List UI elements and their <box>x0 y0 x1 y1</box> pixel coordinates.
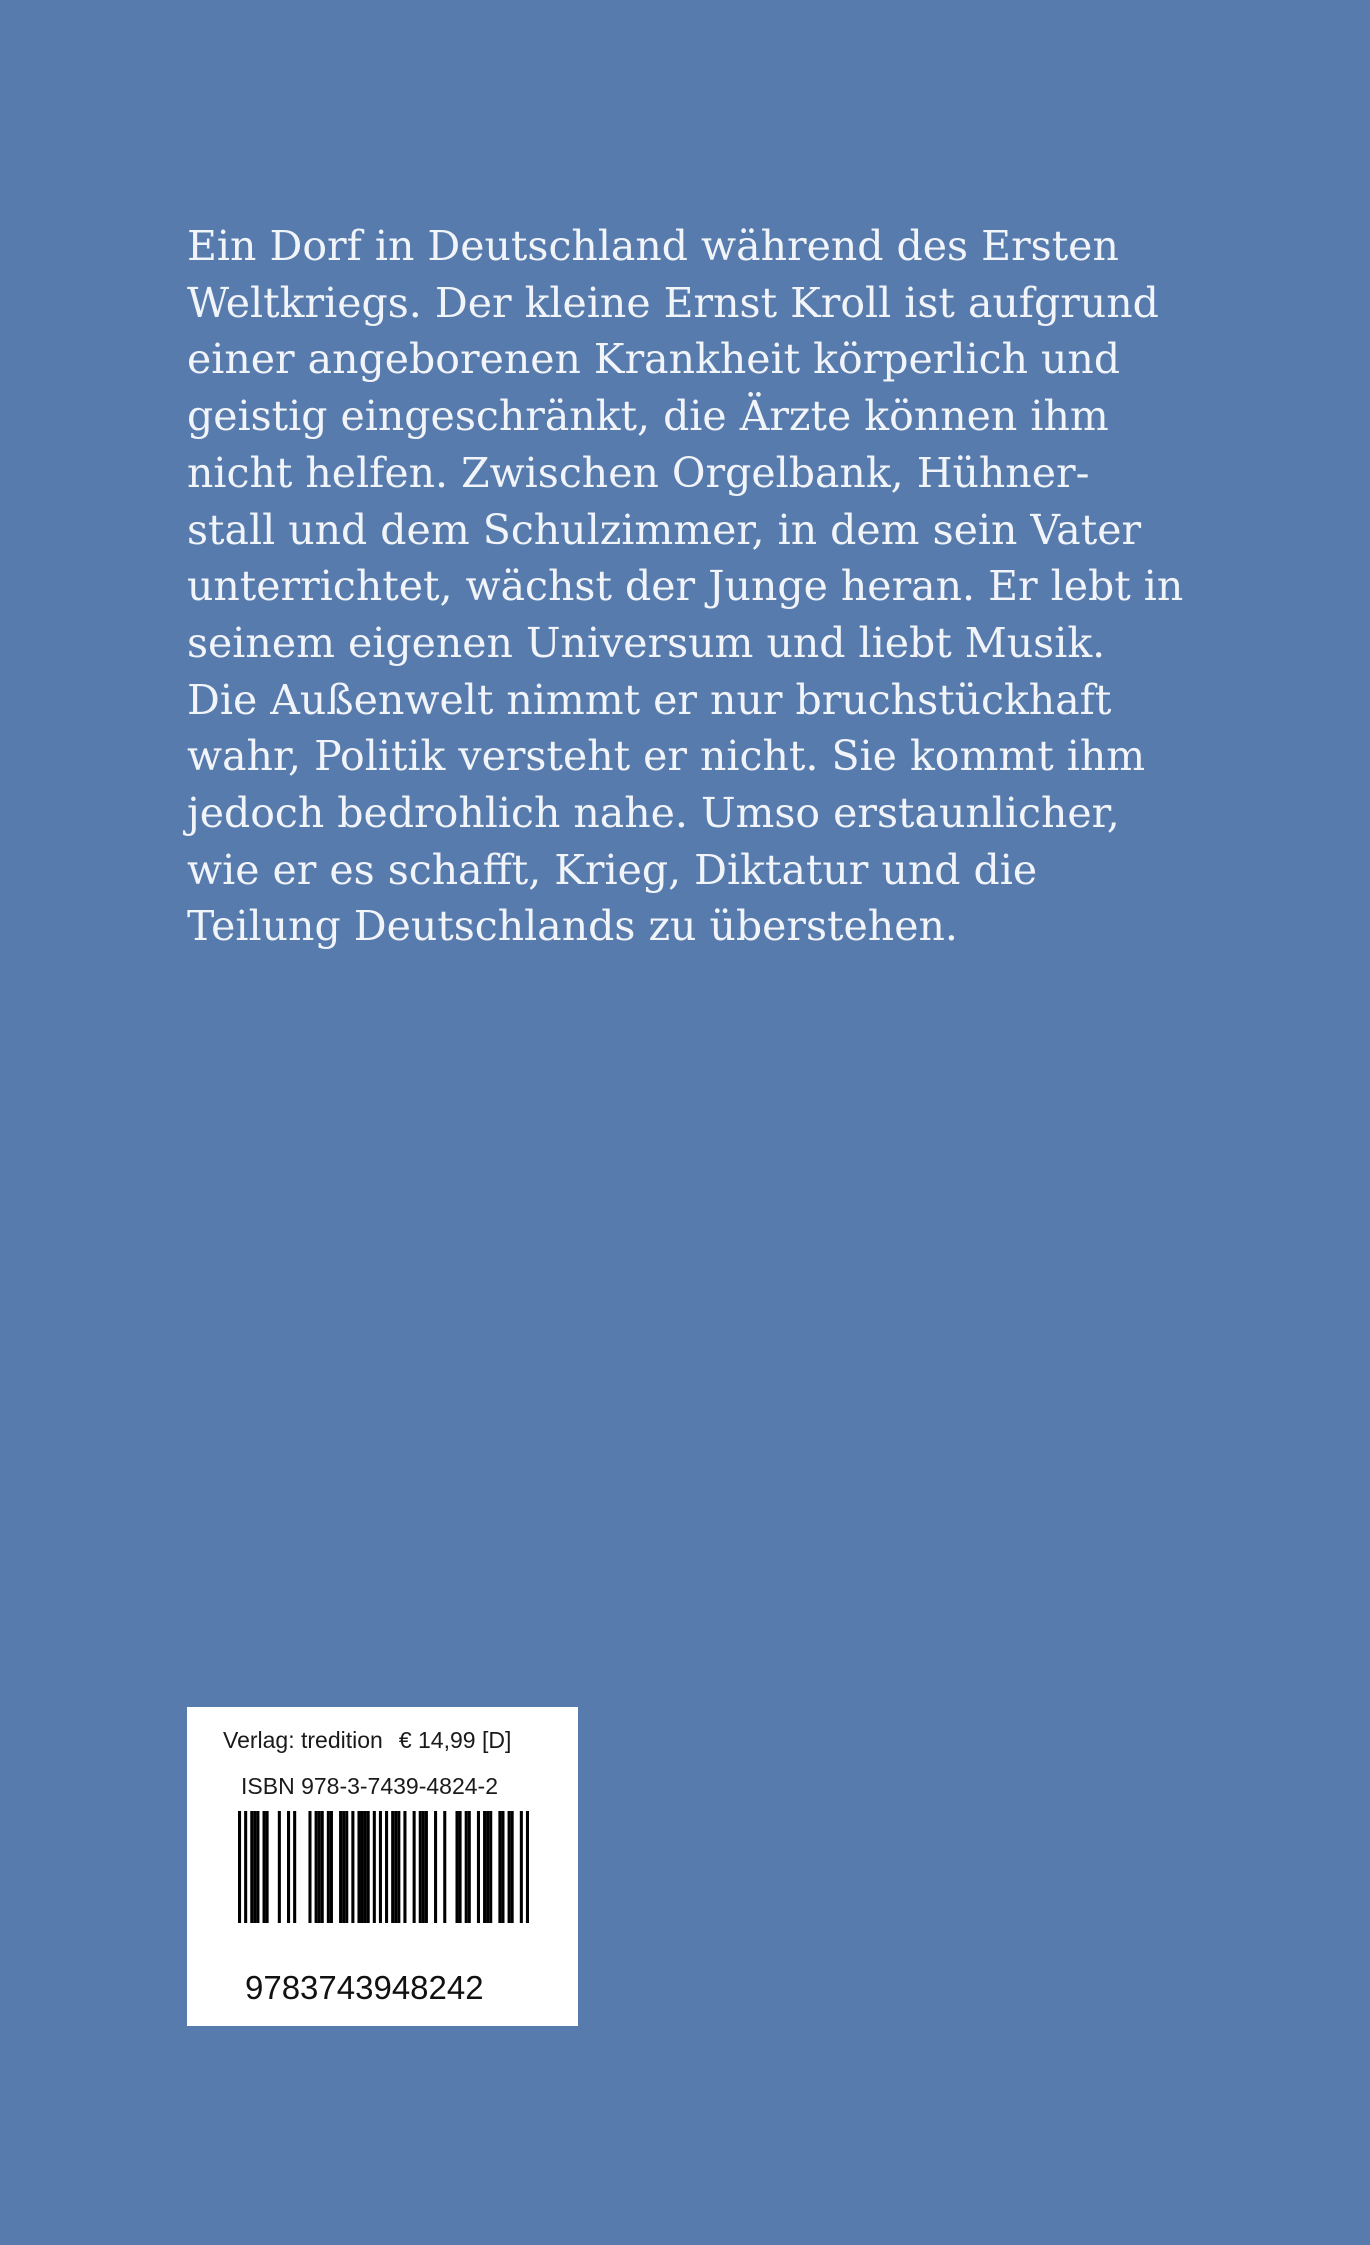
barcode-bar <box>385 1811 388 1923</box>
blurb-line: geistig eingeschränkt, die Ärzte können ihm <box>187 392 1109 441</box>
barcode-bar <box>315 1811 318 1923</box>
barcode-bar <box>318 1811 321 1923</box>
ean-number: 9783743948242 <box>245 1969 484 2006</box>
blurb-text <box>187 218 1184 955</box>
barcode-bar <box>419 1811 422 1923</box>
barcode-bar <box>397 1811 400 1923</box>
barcode-bar <box>367 1811 370 1923</box>
barcode-bar <box>425 1811 428 1923</box>
barcode-bar <box>361 1811 364 1923</box>
blurb-line: jedoch bedrohlich nahe. Umso erstaunlicher, <box>187 789 1120 838</box>
barcode-bar <box>465 1811 468 1923</box>
blurb-line: nicht helfen. Zwischen Orgelbank, Hühner- <box>187 448 1090 497</box>
barcode-bar <box>308 1811 311 1923</box>
barcode-bar <box>345 1811 348 1923</box>
barcode-bar <box>434 1811 437 1923</box>
publisher-text: Verlag: tredition <box>223 1727 383 1753</box>
blurb-line: unterrichtet, wächst der Junge heran. Er lebt in <box>187 562 1184 611</box>
barcode-bar <box>501 1811 504 1923</box>
blurb-line: Die Außenwelt nimmt er nur bruchstückhaft <box>187 675 1112 724</box>
barcode-bar <box>459 1811 462 1923</box>
barcode-bar <box>293 1811 296 1923</box>
barcode-bar <box>327 1811 330 1923</box>
barcode-bar <box>489 1811 492 1923</box>
barcode-bar <box>351 1811 354 1923</box>
barcode-bar <box>266 1811 269 1923</box>
barcode-bar <box>379 1811 382 1923</box>
barcode-bar <box>250 1811 253 1923</box>
barcode-bar <box>357 1811 360 1923</box>
barcode-bar <box>256 1811 259 1923</box>
blurb-line: wie er es schafft, Krieg, Diktatur und die <box>187 845 1038 894</box>
barcode-bar <box>373 1811 376 1923</box>
barcode-bar <box>511 1811 514 1923</box>
barcode-label <box>187 1707 578 2026</box>
barcode-bar <box>263 1811 266 1923</box>
barcode-bar <box>278 1811 281 1923</box>
blurb-line: stall und dem Schulzimmer, in dem sein Vater <box>187 505 1142 554</box>
barcode-graphic <box>238 1811 529 1923</box>
blurb-line: Weltkriegs. Der kleine Ernst Kroll ist aufgrund <box>187 278 1159 327</box>
barcode-bar <box>477 1811 480 1923</box>
barcode-bar <box>508 1811 511 1923</box>
barcode-bar <box>342 1811 345 1923</box>
isbn-text: ISBN 978-3-7439-4824-2 <box>241 1773 498 1799</box>
barcode-bar <box>244 1811 247 1923</box>
barcode-bar <box>238 1811 241 1923</box>
barcode-bar <box>394 1811 397 1923</box>
barcode-bar <box>391 1811 394 1923</box>
barcode-bar <box>253 1811 256 1923</box>
blurb-line: Ein Dorf in Deutschland während des Ersten <box>187 222 1119 270</box>
barcode-bar <box>468 1811 471 1923</box>
barcode-bar <box>339 1811 342 1923</box>
publisher-price-line <box>223 1727 553 1754</box>
barcode-bar <box>422 1811 425 1923</box>
barcode-bar <box>520 1811 523 1923</box>
price-text: € 14,99 [D] <box>398 1727 512 1753</box>
barcode-bar <box>498 1811 501 1923</box>
barcode-bar <box>287 1811 290 1923</box>
barcode-bar <box>321 1811 324 1923</box>
barcode-bar <box>403 1811 406 1923</box>
blurb-line: einer angeborenen Krankheit körperlich und <box>187 335 1121 384</box>
barcode-bar <box>483 1811 486 1923</box>
blurb-line: wahr, Politik versteht er nicht. Sie kommt ihm <box>187 732 1146 781</box>
blurb-line: seinem eigenen Universum und liebt Musik. <box>187 618 1106 667</box>
barcode-bar <box>330 1811 333 1923</box>
barcode-bar <box>413 1811 416 1923</box>
barcode-bar <box>443 1811 446 1923</box>
barcode-bar <box>526 1811 529 1923</box>
barcode-bar <box>364 1811 367 1923</box>
barcode-bar <box>455 1811 458 1923</box>
barcode-bar <box>486 1811 489 1923</box>
blurb-line: Teilung Deutschlands zu überstehen. <box>187 902 958 951</box>
